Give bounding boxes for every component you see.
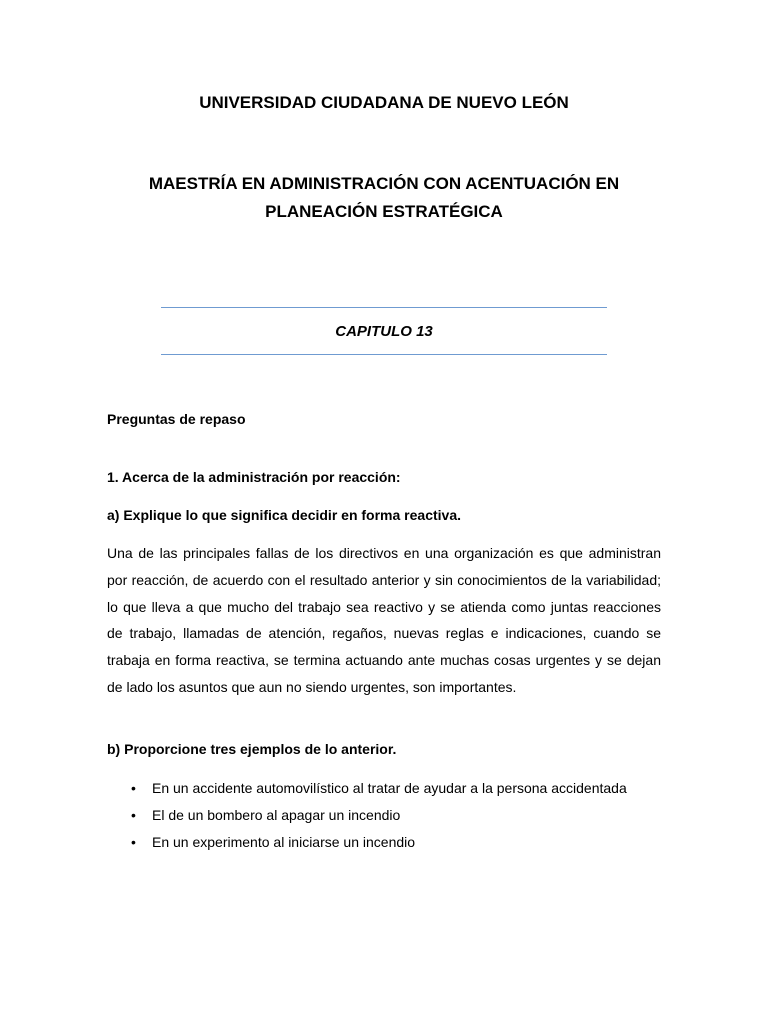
bullet-icon: • [131,780,136,796]
list-item [107,829,661,856]
question-a: a) Explique lo que significa decidir en forma reactiva. [107,507,461,523]
question-1: 1. Acerca de la administración por reacción: [107,469,401,485]
bullet-icon: • [131,806,136,823]
question-b: b) Proporcione tres ejemplos de lo anterior. [107,741,397,757]
answer-a-paragraph: Una de las principales fallas de los directivos en una organización es que administran por reacción, de acuerdo con el resultado anterior y sin conocimientos de la variabilidad; lo que lleva a que mucho del trabajo sea reactivo y se atienda como juntas reacciones de trabajo, llamadas de atención, regaños, nuevas reglas e indicaciones, cuando se trabaja en forma reactiva, se termina actuando ante muchas cosas urgentes y se dejan de lado los asuntos que aun no siendo urgentes, son importantes. [107,545,661,695]
section-title: Preguntas de repaso [107,411,246,427]
list-item [107,775,661,802]
examples-list [107,775,661,855]
list-item [107,802,661,829]
example-text: El de un bombero al apagar un incendio [152,806,401,823]
program-title: MAESTRÍA EN ADMINISTRACIÓN CON ACENTUACIÓN EN PLANEACIÓN ESTRATÉGICA [148,174,620,221]
example-text: En un accidente automovilístico al tratar de ayudar a la persona accidentada [152,780,627,796]
example-text: En un experimento al iniciarse un incendio [152,833,416,850]
chapter-rule-bottom [161,354,607,355]
university-title: UNIVERSIDAD CIUDADANA DE NUEVO LEÓN [199,93,569,112]
chapter-rule-top [161,307,607,308]
chapter-heading: CAPITULO 13 [335,323,433,340]
bullet-icon: • [131,833,136,850]
